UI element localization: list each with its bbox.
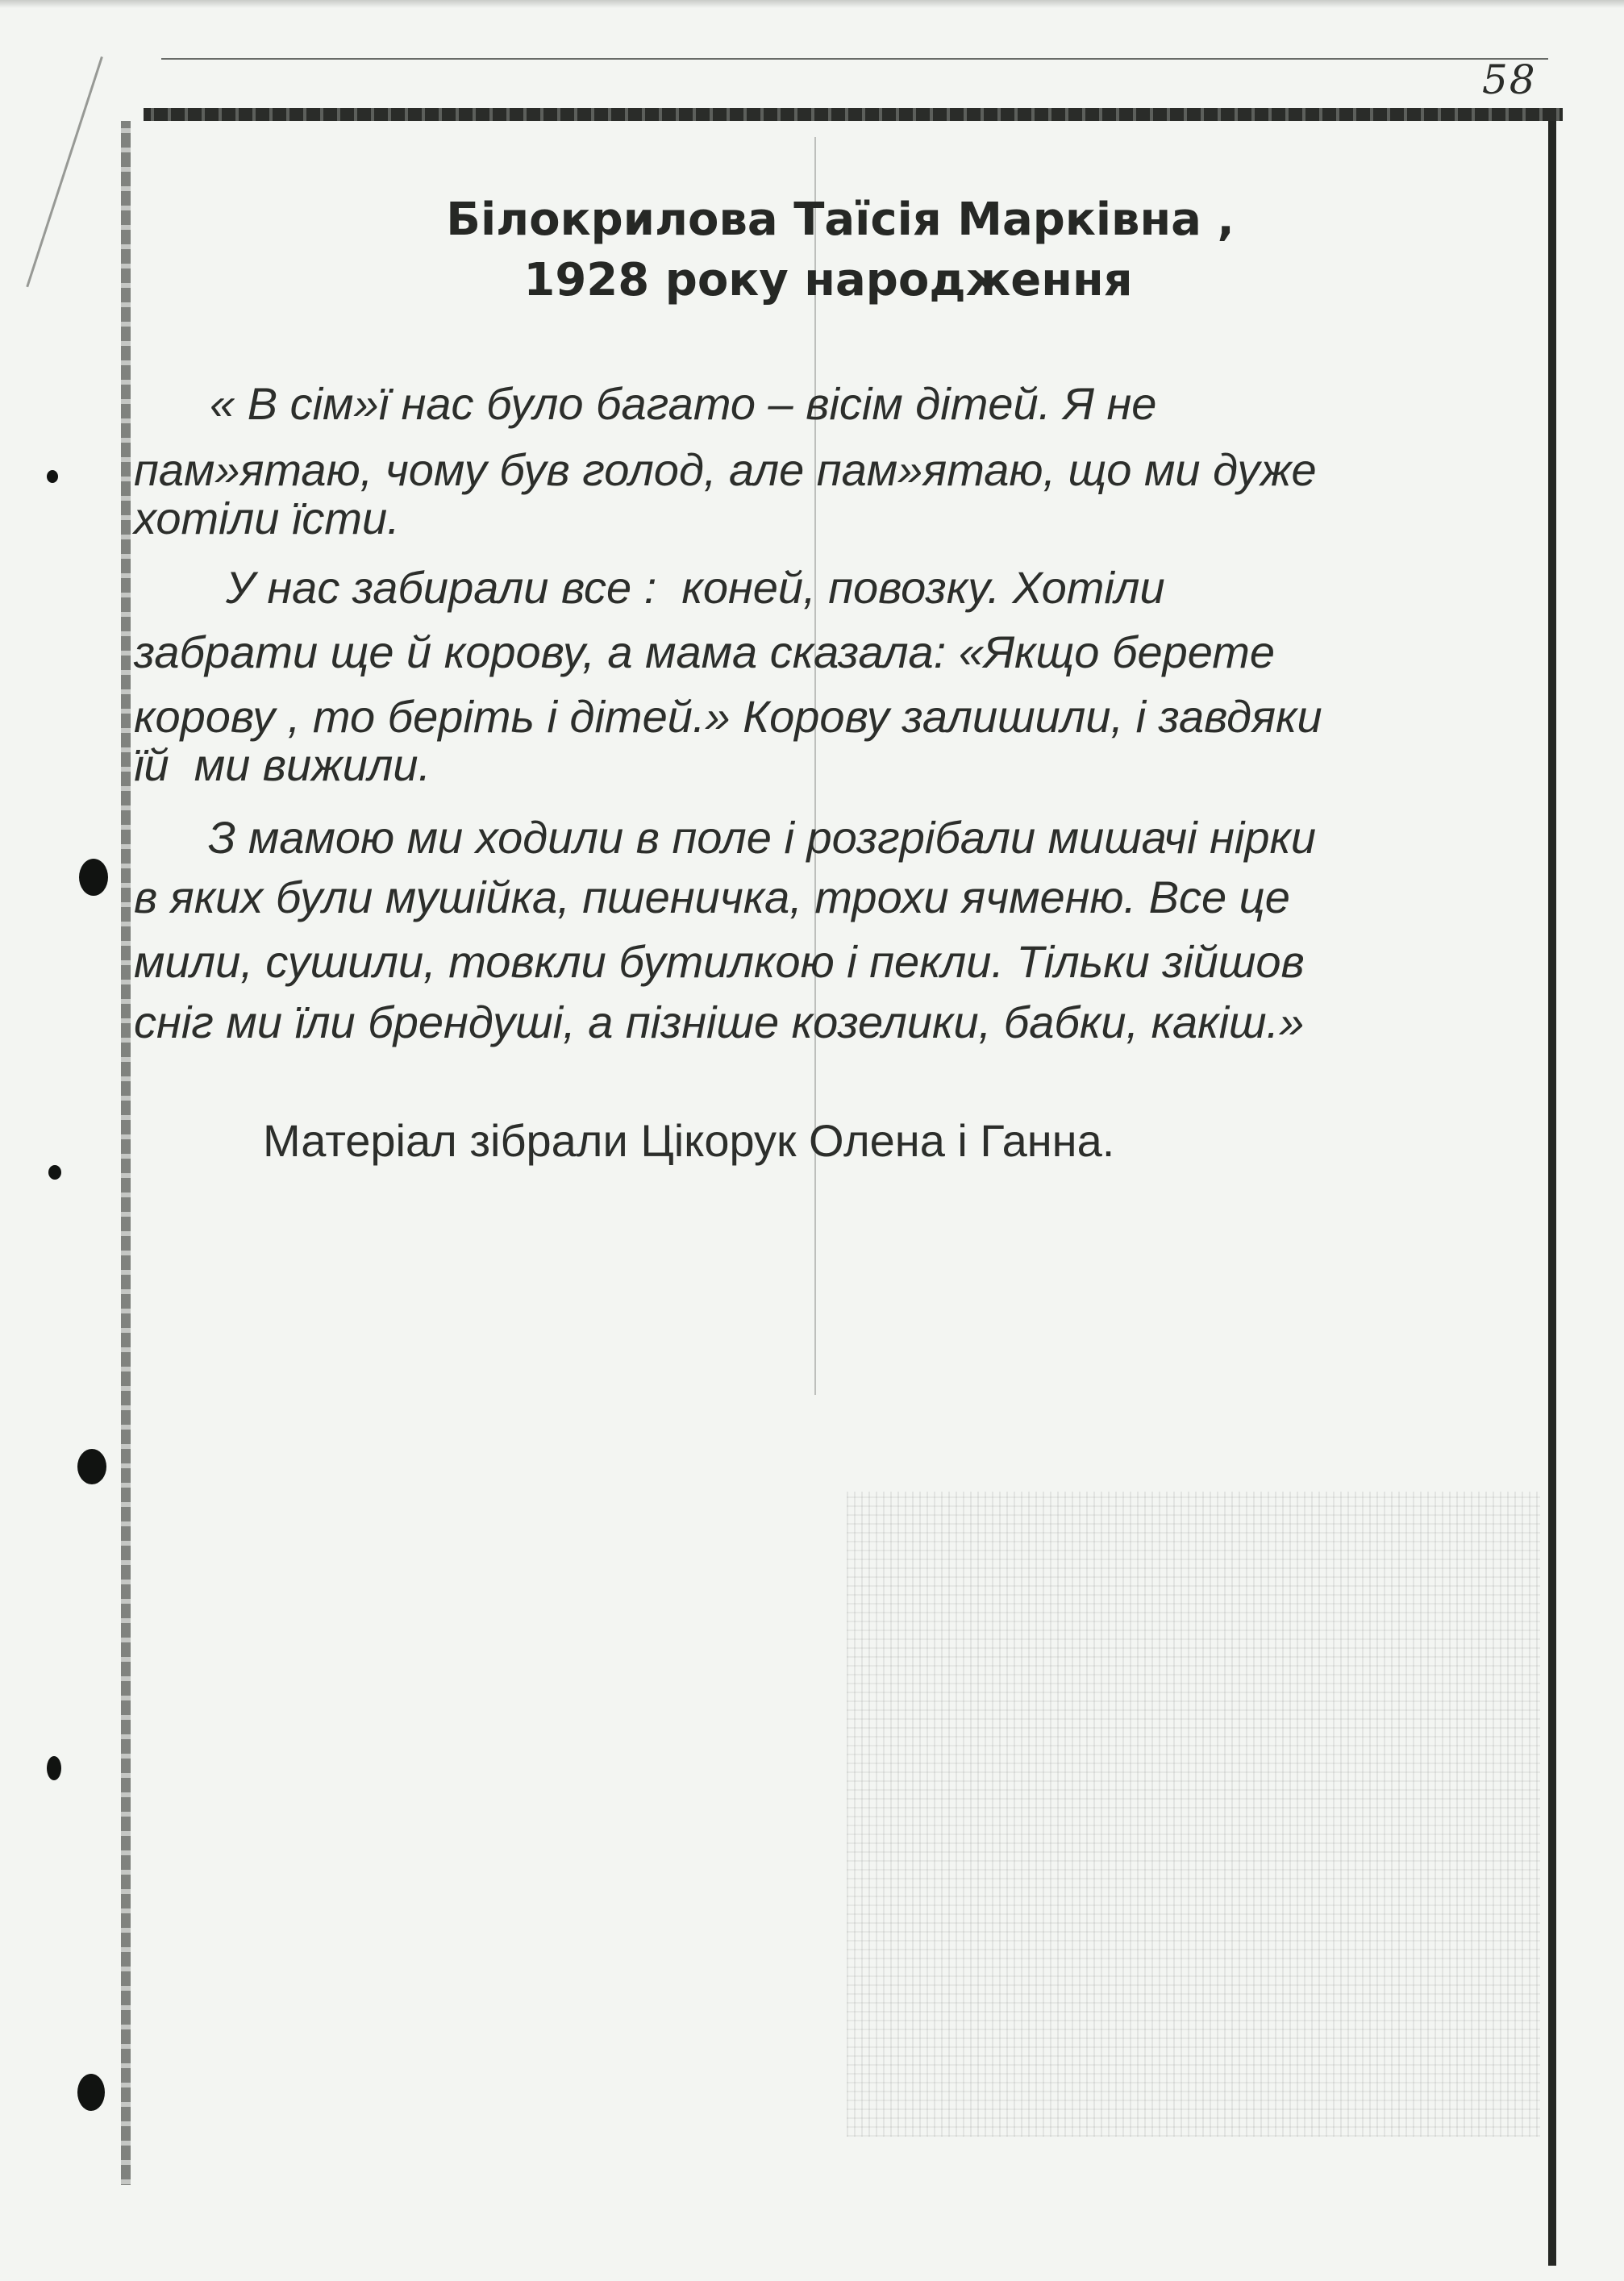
body-line: корову , то беріть і дітей.» Корову залишили, і завдяки	[134, 691, 1322, 742]
body-line: забрати ще й корову, а мама сказала: «Якщо берете	[134, 626, 1276, 677]
punch-hole	[77, 2074, 105, 2111]
body-line: їй ми вижили.	[134, 739, 431, 790]
punch-hole	[47, 470, 58, 483]
punch-hole	[48, 1165, 61, 1180]
page-number: 58	[1482, 56, 1537, 103]
body-line: пам»ятаю, чому був голод, але пам»ятаю, що ми дуже	[134, 444, 1317, 495]
sheet-edge-line	[26, 56, 103, 287]
title-birth-year: 1928 року народження	[523, 254, 1133, 306]
top-thin-line	[161, 58, 1548, 60]
right-border-rule	[1548, 121, 1556, 2266]
body-line: мили, сушили, товкли бутилкою і пекли. Тільки зійшов	[134, 936, 1305, 987]
body-line: хотіли їсти.	[134, 493, 400, 543]
fold-line	[814, 137, 816, 1395]
top-border-rule	[144, 108, 1563, 121]
page-top-shadow	[0, 0, 1624, 8]
left-border-rule	[121, 121, 131, 2185]
body-line: в яких були мушійка, пшеничка, трохи ячменю. Все це	[134, 872, 1290, 922]
body-line: З мамою ми ходили в поле і розгрібали мишачі нірки	[208, 812, 1317, 863]
credit-line: Матеріал зібрали Цікорук Олена і Ганна.	[263, 1115, 1115, 1166]
body-line: У нас забирали все : коней, повозку. Хотіли	[226, 562, 1165, 613]
punch-hole	[47, 1756, 61, 1780]
punch-hole	[79, 859, 108, 896]
body-line: сніг ми їли брендуші, а пізніше козелики, бабки, какіш.»	[134, 997, 1305, 1047]
body-line: « В сім»ї нас було багато – вісім дітей. Я не	[210, 378, 1157, 429]
punch-hole	[77, 1449, 106, 1484]
scan-noise	[847, 1492, 1540, 2137]
title-name: Білокрилова Таїсія Марківна ,	[446, 194, 1235, 246]
